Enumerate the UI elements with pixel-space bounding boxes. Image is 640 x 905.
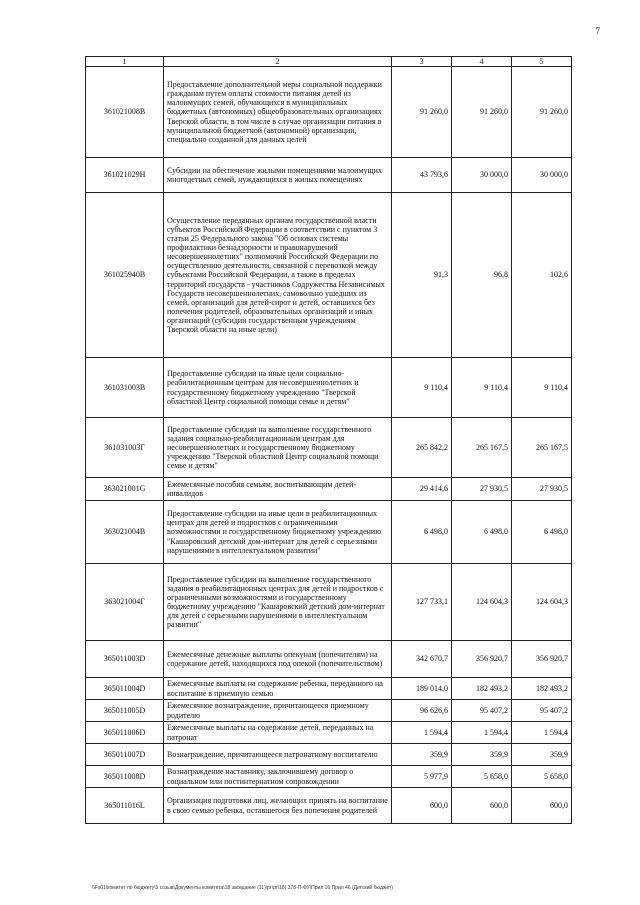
amount-col5: 9 110,4 [512, 358, 572, 418]
amount-col3: 96 626,6 [392, 700, 452, 722]
amount-col4: 27 930,5 [452, 478, 512, 501]
column-header: 2 [164, 57, 392, 67]
expense-description: Осуществление переданных органам государственной власти субъектов Российской Федерации в соответствии с пунктом 3 статьи 25 Федерального закона "Об основах системы профилактики безнадзорности и правонарушений несовершеннолетних" полномочий Российской Федерации по осуществлению деятельности, связанной с перевозкой между субъектами Российской Федерации, а также в пределах территорий государств - участников Содружества Независимых Государств несовершеннолетних, самовольно ушедших из семей, организаций для детей-сирот и детей, оставшихся без попечения родителей, образовательных организаций и иных организаций (субсидии государственным учреждениям Тверской области на иные цели) [164, 193, 392, 358]
budget-code: 361021029H [86, 158, 164, 193]
table-header-row [86, 57, 572, 67]
amount-col5: 102,6 [512, 193, 572, 358]
expense-description: Предоставление субсидии на выполнение государственного задания социально-реабилитационным центрам для несовершеннолетних и государственному бюджетному учреждению "Тверской областной Центр социальной помощи семье и детям" [164, 418, 392, 478]
amount-col5: 600,0 [512, 788, 572, 824]
amount-col3: 91 260,0 [392, 67, 452, 158]
amount-col5: 124 604,3 [512, 564, 572, 641]
expense-description: Ежемесячные выплаты на содержание детей, переданных на патронат [164, 722, 392, 744]
amount-col4: 96,8 [452, 193, 512, 358]
budget-code: 363021001G [86, 478, 164, 501]
budget-code: 363021004Г [86, 564, 164, 641]
table-row [86, 358, 572, 418]
budget-code: 365011007D [86, 744, 164, 766]
budget-table [85, 56, 572, 824]
amount-col5: 359,9 [512, 744, 572, 766]
amount-col3: 127 733,1 [392, 564, 452, 641]
amount-col4: 1 594,4 [452, 722, 512, 744]
table-row [86, 418, 572, 478]
expense-description: Предоставление субсидии на иные цели в реабилитационных центрах для детей и подростков с ограниченными возможностями и государственному бюджетному учреждению "Кашаровский детский дом-интернат для детей с серьезными нарушениями в интеллектуальном развитии" [164, 501, 392, 564]
column-header: 3 [392, 57, 452, 67]
page-number: 7 [595, 26, 600, 36]
amount-col4: 6 498,0 [452, 501, 512, 564]
table-row [86, 766, 572, 788]
column-header: 5 [512, 57, 572, 67]
column-header: 1 [86, 57, 164, 67]
amount-col3: 5 977,9 [392, 766, 452, 788]
amount-col4: 265 167,5 [452, 418, 512, 478]
amount-col5: 6 498,0 [512, 501, 572, 564]
amount-col4: 359,9 [452, 744, 512, 766]
amount-col3: 265 842,2 [392, 418, 452, 478]
budget-code: 365011006D [86, 722, 164, 744]
table-row [86, 67, 572, 158]
amount-col4: 91 260,0 [452, 67, 512, 158]
table-row [86, 700, 572, 722]
amount-col5: 30 000,0 [512, 158, 572, 193]
amount-col5: 91 260,0 [512, 67, 572, 158]
table-row [86, 501, 572, 564]
amount-col4: 600,0 [452, 788, 512, 824]
amount-col4: 9 110,4 [452, 358, 512, 418]
amount-col5: 265 167,5 [512, 418, 572, 478]
table-row [86, 193, 572, 358]
budget-code: 361025940B [86, 193, 164, 358]
table-row [86, 744, 572, 766]
amount-col4: 182 493,2 [452, 678, 512, 700]
table-row [86, 564, 572, 641]
amount-col5: 1 594,4 [512, 722, 572, 744]
budget-code: 365011004D [86, 678, 164, 700]
budget-code: 365011003D [86, 641, 164, 678]
table-row [86, 678, 572, 700]
budget-code: 365011005D [86, 700, 164, 722]
table-row [86, 641, 572, 678]
table-row [86, 158, 572, 193]
expense-description: Субсидии на обеспечение жилыми помещениями малоимущих многодетных семей, нуждающихся в жилых помещениях [164, 158, 392, 193]
expense-description: Организация подготовки лиц, желающих принять на воспитание в свою семью ребенка, оставшегося без попечения родителей [164, 788, 392, 824]
amount-col5: 27 930,5 [512, 478, 572, 501]
table-row [86, 478, 572, 501]
amount-col3: 189 014,0 [392, 678, 452, 700]
expense-description: Предоставление субсидии на выполнение государственного задания в реабилитационных центрах для детей и подростков с ограниченными возможностями и государственному бюджетному учреждению "Кашаровский детский дом-интернат для детей с серьезными нарушениями в интеллектуальном развитии" [164, 564, 392, 641]
expense-description: Предоставление дополнительной меры социальной поддержки гражданам путем оплаты стоимости питания детей из малоимущих семей, обучающихся в муниципальных бюджетных (автономных) общеобразовательных организациях Тверской области, в том числе в случае организации питания в муниципальной бюджетной (автономной) организации, специально созданной для данных целей [164, 67, 392, 158]
file-path-footer: \\Fs01\комитет по бюджету\5 созыв\Документы комитета\18 заседание (11)\рг\рг\18) 378-П-ФУ\Прил 16 Прил 46 (Детский бюджет) [92, 885, 393, 891]
amount-col3: 9 110,4 [392, 358, 452, 418]
expense-description: Ежемесячные выплаты на содержание ребенка, переданного на воспитание в приемную семью [164, 678, 392, 700]
amount-col4: 124 604,3 [452, 564, 512, 641]
amount-col4: 95 407,2 [452, 700, 512, 722]
amount-col3: 6 498,0 [392, 501, 452, 564]
expense-description: Вознаграждение, причитающееся патронатному воспитателю [164, 744, 392, 766]
expense-description: Вознаграждение наставнику, заключившему договор о социальном или постинтернатном сопровождении [164, 766, 392, 788]
amount-col4: 5 658,0 [452, 766, 512, 788]
budget-code: 363021004B [86, 501, 164, 564]
amount-col3: 600,0 [392, 788, 452, 824]
expense-description: Ежемесячное вознаграждение, причитающееся приемному родителю [164, 700, 392, 722]
amount-col5: 5 658,0 [512, 766, 572, 788]
budget-code: 365011008D [86, 766, 164, 788]
budget-code: 361031003Г [86, 418, 164, 478]
amount-col3: 91,3 [392, 193, 452, 358]
column-header: 4 [452, 57, 512, 67]
budget-code: 361031003B [86, 358, 164, 418]
amount-col4: 30 000,0 [452, 158, 512, 193]
amount-col5: 356 920,7 [512, 641, 572, 678]
amount-col5: 182 493,2 [512, 678, 572, 700]
table-row [86, 788, 572, 824]
amount-col4: 356 920,7 [452, 641, 512, 678]
amount-col3: 359,9 [392, 744, 452, 766]
amount-col3: 43 793,6 [392, 158, 452, 193]
amount-col3: 29 414,6 [392, 478, 452, 501]
amount-col3: 1 594,4 [392, 722, 452, 744]
amount-col5: 95 407,2 [512, 700, 572, 722]
table-row [86, 722, 572, 744]
budget-code: 361021008B [86, 67, 164, 158]
expense-description: Ежемесячные пособия семьям, воспитывающим детей-инвалидов [164, 478, 392, 501]
expense-description: Предоставление субсидии на иные цели социально-реабилитационным центрам для несовершеннолетних и государственному бюджетному учреждению "Тверской областной Центр социальной помощи семье и детям" [164, 358, 392, 418]
budget-code: 365011016L [86, 788, 164, 824]
amount-col3: 342 670,7 [392, 641, 452, 678]
expense-description: Ежемесячные денежные выплаты опекунам (попечителям) на содержание детей, находящихся под опекой (попечительством) [164, 641, 392, 678]
